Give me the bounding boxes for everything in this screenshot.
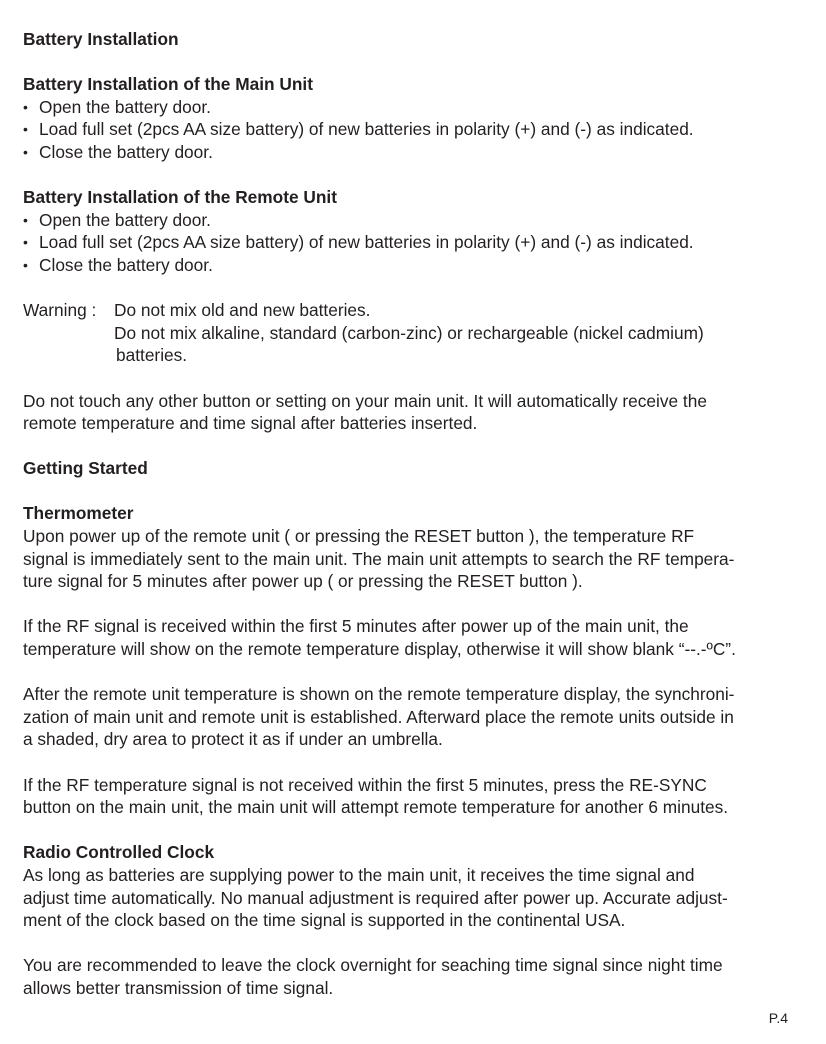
- main-unit-steps: [23, 96, 813, 164]
- warning-text: Do not mix alkaline, standard (carbon-zinc) or rechargeable (nickel cadmium): [114, 322, 704, 343]
- text-line: ment of the clock based on the time signal is supported in the continental USA.: [23, 910, 626, 931]
- text-line: ture signal for 5 minutes after power up ( or pressing the RESET button ).: [23, 571, 583, 592]
- text-line: Do not touch any other button or setting on your main unit. It will automatically receive the: [23, 390, 707, 411]
- spacer: [23, 932, 813, 955]
- paragraph: [23, 954, 813, 999]
- spacer: [23, 751, 813, 774]
- page-number: P.4: [768, 1010, 788, 1026]
- text-line: If the RF temperature signal is not received within the first 5 minutes, press the RE-SYNC: [23, 774, 707, 795]
- text-line: button on the main unit, the main unit will attempt remote temperature for another 6 minutes.: [23, 797, 729, 818]
- paragraph: [23, 864, 813, 932]
- battery-note: [23, 390, 813, 435]
- list-item: • Load full set (2pcs AA size battery) of new batteries in polarity (+) and (-) as indicated.: [23, 118, 813, 141]
- main-unit-heading: Battery Installation of the Main Unit: [23, 74, 313, 95]
- spacer: [23, 51, 813, 74]
- text-line: Upon power up of the remote unit ( or pressing the RESET button ), the temperature RF: [23, 526, 695, 547]
- list-item: • Open the battery door.: [23, 209, 813, 232]
- remote-unit-steps: [23, 209, 813, 277]
- list-item: • Load full set (2pcs AA size battery) of new batteries in polarity (+) and (-) as indicated.: [23, 231, 813, 254]
- text-line: You are recommended to leave the clock overnight for seaching time signal since night time: [23, 955, 723, 976]
- radio-clock-heading: Radio Controlled Clock: [23, 842, 215, 863]
- text-line: remote temperature and time signal after batteries inserted.: [23, 413, 478, 434]
- spacer: [23, 593, 813, 616]
- paragraph: [23, 774, 813, 819]
- paragraph: [23, 525, 813, 593]
- text-line: As long as batteries are supplying power to the main unit, it receives the time signal and: [23, 864, 695, 885]
- spacer: [23, 661, 813, 684]
- warning-label: Warning :: [23, 300, 97, 321]
- getting-started-title: Getting Started: [23, 458, 148, 479]
- list-item: • Open the battery door.: [23, 96, 813, 119]
- paragraph: [23, 615, 813, 660]
- paragraph: [23, 683, 813, 751]
- text-line: After the remote unit temperature is shown on the remote temperature display, the synchroni-: [23, 684, 735, 705]
- spacer: [23, 277, 813, 300]
- text-line: signal is immediately sent to the main unit. The main unit attempts to search the RF tempera-: [23, 548, 735, 569]
- text-line: adjust time automatically. No manual adjustment is required after power up. Accurate adjust-: [23, 887, 728, 908]
- battery-installation-title: Battery Installation: [23, 29, 179, 49]
- warning-block: [23, 299, 813, 367]
- spacer: [23, 480, 813, 503]
- spacer: [23, 435, 813, 458]
- text-line: If the RF signal is received within the first 5 minutes after power up of the main unit, the: [23, 616, 689, 637]
- text-line: zation of main unit and remote unit is established. Afterward place the remote units outside in: [23, 706, 734, 727]
- spacer: [23, 164, 813, 187]
- thermometer-heading: Thermometer: [23, 503, 134, 524]
- list-item: • Close the battery door.: [23, 141, 813, 164]
- warning-line: [23, 299, 813, 322]
- warning-text: batteries.: [116, 345, 188, 366]
- spacer: [23, 819, 813, 842]
- remote-unit-heading: Battery Installation of the Remote Unit: [23, 187, 337, 208]
- text-line: a shaded, dry area to protect it as if under an umbrella.: [23, 729, 443, 750]
- text-line: temperature will show on the remote temperature display, otherwise it will show blank “--.-ºC”.: [23, 639, 736, 660]
- text-line: allows better transmission of time signal.: [23, 977, 334, 998]
- manual-page: [23, 28, 813, 1000]
- list-item: • Close the battery door.: [23, 254, 813, 277]
- warning-text: Do not mix old and new batteries.: [114, 300, 371, 321]
- spacer: [23, 367, 813, 390]
